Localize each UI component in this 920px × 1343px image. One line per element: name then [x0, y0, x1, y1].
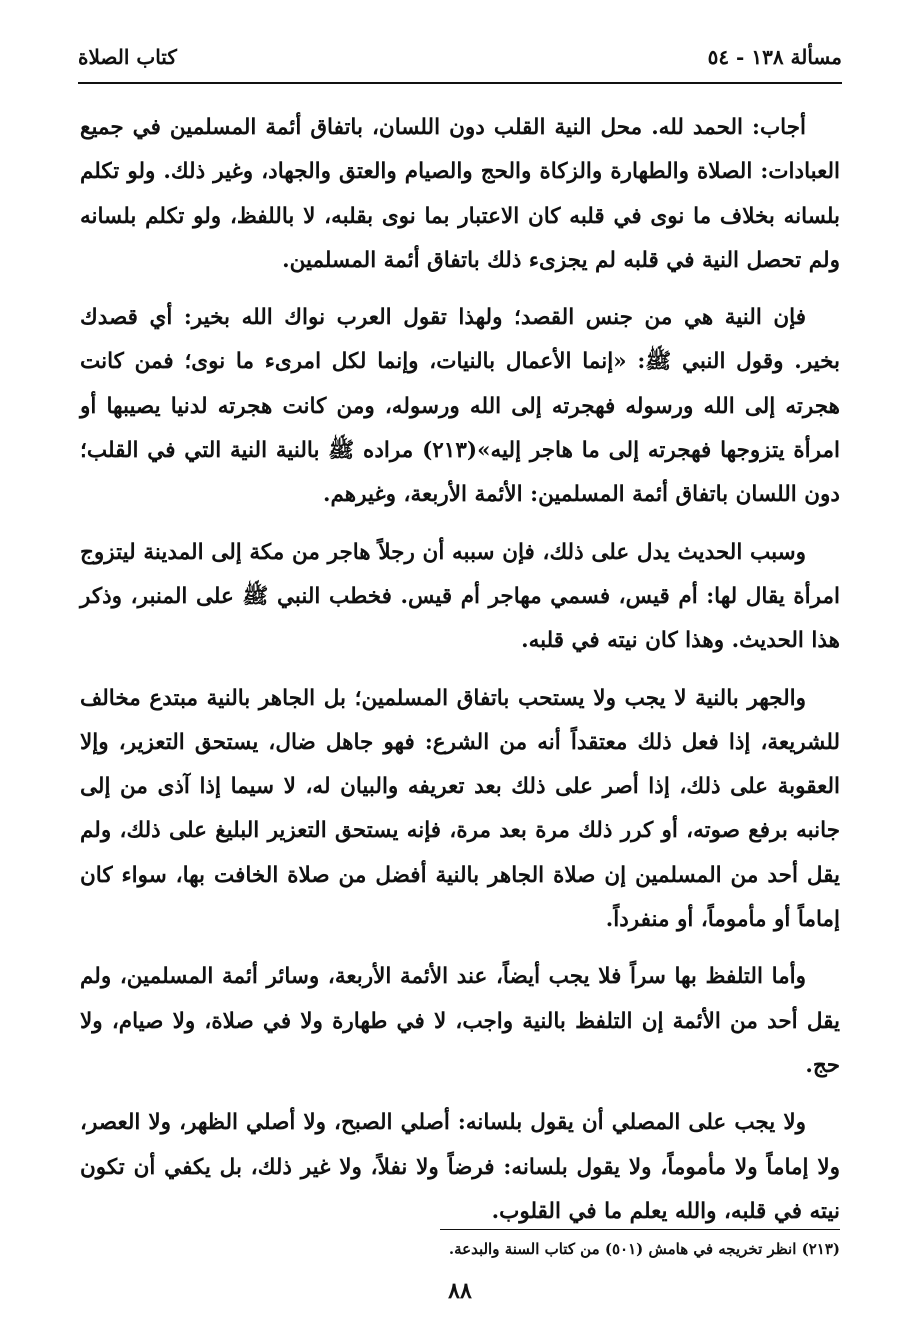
- book-title: كتاب الصلاة: [78, 45, 177, 69]
- paragraph: والجهر بالنية لا يجب ولا يستحب باتفاق المسلمين؛ بل الجاهر بالنية مبتدع مخالف للشريعة، إذا فعل ذلك معتقداً أنه من الشرع: فهو جاهل ضال، يستحق التعزير، وإلا العقوبة على ذلك، إذا أصر على ذلك بعد تعريفه والبيان له، لا سيما إذا آذى من إلى جانبه برفع صوته، أو كرر ذلك مرة بعد مرة، فإنه يستحق التعزير البليغ على ذلك، ولم يقل أحد من المسلمين إن صلاة الجاهر بالنية أفضل من صلاة الخافت بها، سواء كان إماماً أو مأموماً، أو منفرداً.: [80, 685, 840, 933]
- paragraph: ولا يجب على المصلي أن يقول بلسانه: أصلي الصبح، ولا أصلي الظهر، ولا العصر، ولا إماماً ولا مأموماً، ولا يقول بلسانه: فرضاً ولا نفلاً، ولا غير ذلك، بل يكفي أن تكون نيته في قلبه، والله يعلم ما في القلوب.: [80, 1110, 840, 1224]
- paragraph: أجاب: الحمد لله. محل النية القلب دون اللسان، باتفاق أئمة المسلمين في جميع العبادات: الصلاة والطهارة والزكاة والحج والصيام والعتق والجهاد، وغير ذلك. ولو تكلم بلسانه بخلاف ما نوى في قلبه كان الاعتبار بما نوى بقلبه، لا باللفظ، ولو تكلم بلسانه ولم تحصل النية في قلبه لم يجزىء ذلك باتفاق أئمة المسلمين.: [80, 115, 840, 273]
- paragraph: وأما التلفظ بها سراً فلا يجب أيضاً، عند الأئمة الأربعة، وسائر أئمة المسلمين، ولم يقل أحد من الأئمة إن التلفظ بالنية واجب، لا في طهارة ولا في صلاة، ولا صيام، ولا حج.: [80, 964, 840, 1078]
- paragraph: فإن النية هي من جنس القصد؛ ولهذا تقول العرب نواك الله بخير: أي قصدك بخير. وقول النبي ﷺ: «إنما الأعمال بالنيات، وإنما لكل امرىء ما نوى؛ فمن كانت هجرته إلى الله ورسوله فهجرته إلى الله ورسوله، ومن كانت هجرته لدنيا يصيبها أو امرأة يتزوجها فهجرته إلى ما هاجر إليه»(٢١٣) مراده ﷺ بالنية النية التي في القلب؛ دون اللسان باتفاق أئمة المسلمين: الأئمة الأربعة، وغيرهم.: [80, 305, 840, 508]
- header-divider: [78, 82, 842, 84]
- footnote: (٢١٣) انظر تخريجه في هامش (٥٠١) من كتاب السنة والبدعة.: [448, 1240, 840, 1258]
- running-header: [78, 40, 842, 74]
- paragraph: وسبب الحديث يدل على ذلك، فإن سببه أن رجلاً هاجر من مكة إلى المدينة ليتزوج امرأة يقال لها: أم قيس، فسمي مهاجر أم قيس. فخطب النبي ﷺ على المنبر، وذكر هذا الحديث. وهذا كان نيته في قلبه.: [80, 539, 840, 654]
- page-number: ٨٨: [448, 1278, 472, 1304]
- main-text: [80, 106, 840, 1247]
- issue-label: مسألة ١٣٨ - ٥٤: [707, 45, 842, 69]
- footnote-divider: [440, 1229, 840, 1230]
